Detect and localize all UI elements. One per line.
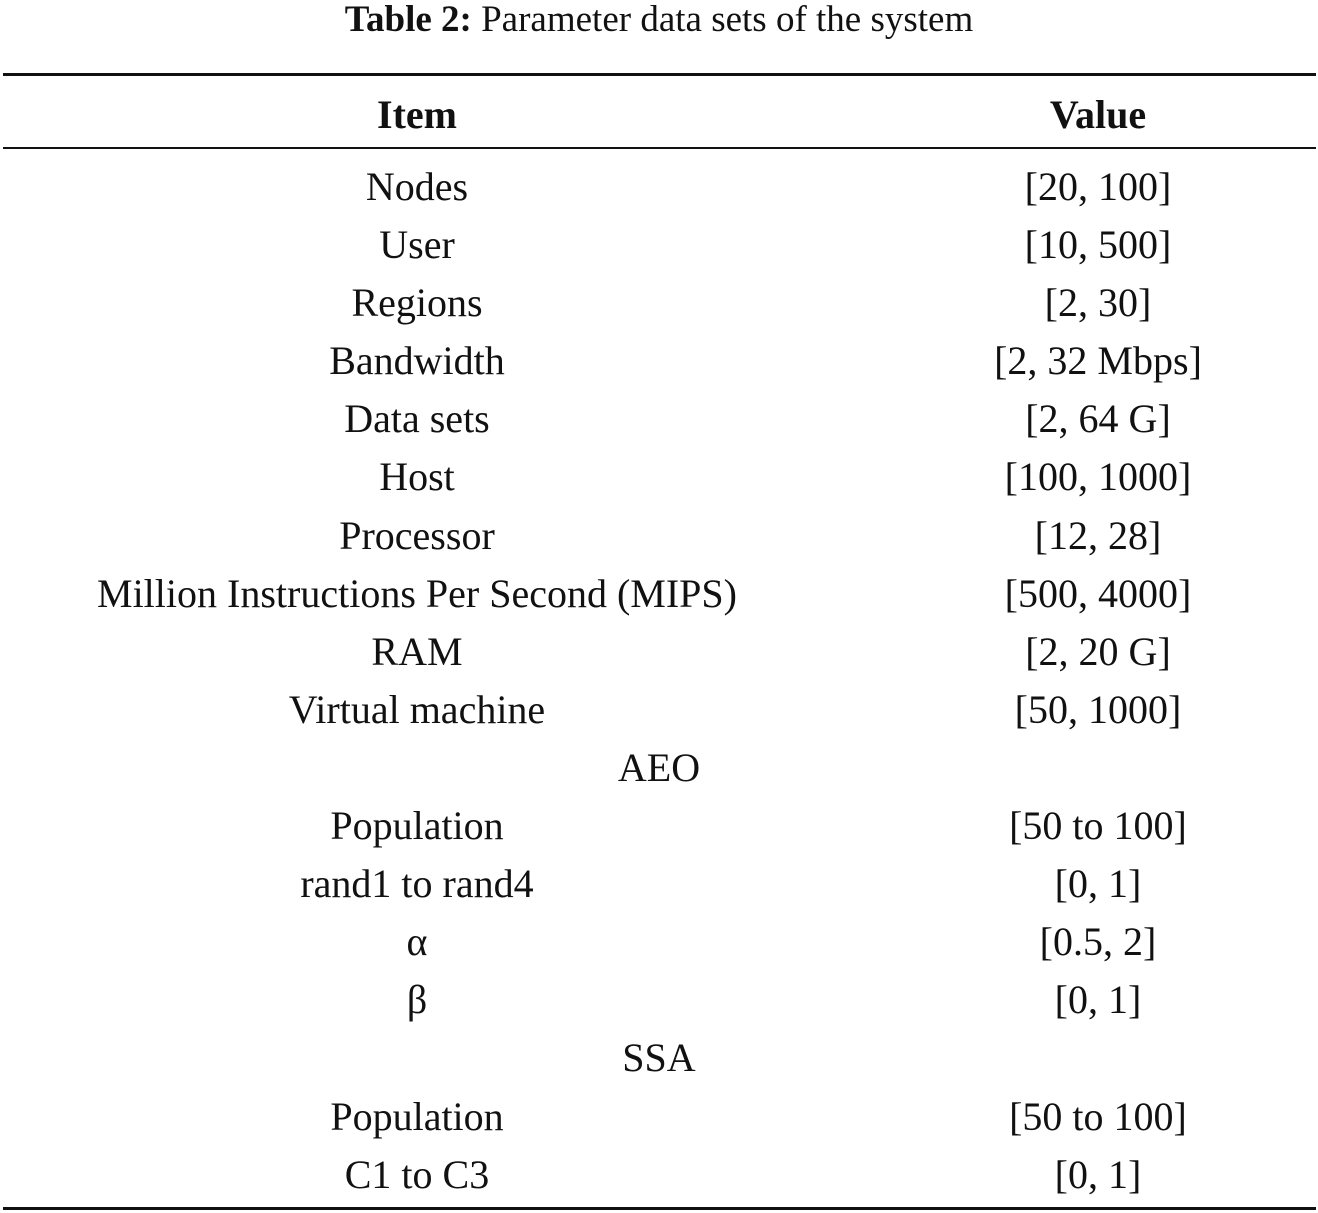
value-cell: [50, 1000] bbox=[1014, 686, 1182, 732]
table-row bbox=[0, 913, 1318, 971]
section-label: AEO bbox=[617, 744, 701, 790]
table-body bbox=[0, 158, 1318, 1204]
table-row bbox=[0, 216, 1318, 274]
table-caption-text: Parameter data sets of the system bbox=[481, 0, 974, 40]
table-row bbox=[0, 390, 1318, 448]
table-caption bbox=[0, 0, 1318, 40]
table-row bbox=[0, 507, 1318, 565]
value-cell: [2, 20 G] bbox=[1025, 628, 1171, 674]
value-cell: [0, 1] bbox=[1054, 1151, 1142, 1197]
section-label: SSA bbox=[622, 1035, 696, 1081]
item-cell: RAM bbox=[371, 628, 463, 674]
table-top-rule bbox=[3, 73, 1316, 76]
item-cell: Million Instructions Per Second (MIPS) bbox=[97, 570, 737, 616]
item-cell: Data sets bbox=[344, 396, 490, 442]
item-cell: Regions bbox=[351, 280, 483, 326]
table-header bbox=[0, 88, 1318, 142]
value-cell: [50 to 100] bbox=[1009, 803, 1187, 849]
column-header-item: Item bbox=[377, 92, 457, 137]
value-cell: [100, 1000] bbox=[1004, 454, 1192, 500]
item-cell: Population bbox=[330, 1093, 504, 1139]
item-cell: Host bbox=[379, 454, 455, 500]
value-cell: [0, 1] bbox=[1054, 977, 1142, 1023]
item-cell: C1 to C3 bbox=[344, 1151, 490, 1197]
item-cell: Virtual machine bbox=[288, 686, 546, 732]
value-cell: [50 to 100] bbox=[1009, 1093, 1187, 1139]
table-caption-label: Table 2: bbox=[344, 0, 472, 40]
item-cell: β bbox=[406, 977, 428, 1023]
table-row bbox=[0, 797, 1318, 855]
value-cell: [2, 64 G] bbox=[1025, 396, 1171, 442]
value-cell: [0, 1] bbox=[1054, 861, 1142, 907]
value-cell: [20, 100] bbox=[1024, 164, 1172, 209]
table-row bbox=[0, 855, 1318, 913]
value-cell: [500, 4000] bbox=[1004, 570, 1192, 616]
table-row bbox=[0, 1146, 1318, 1204]
item-cell: Population bbox=[330, 803, 504, 849]
item-cell: Nodes bbox=[365, 164, 469, 209]
value-cell: [12, 28] bbox=[1034, 512, 1162, 558]
item-cell: Processor bbox=[339, 512, 495, 558]
value-cell: [10, 500] bbox=[1024, 222, 1172, 268]
value-cell: [2, 32 Mbps] bbox=[994, 338, 1202, 384]
table-row bbox=[0, 681, 1318, 739]
table-section-row bbox=[0, 739, 1318, 797]
table-section-row bbox=[0, 1029, 1318, 1087]
table-row bbox=[0, 332, 1318, 390]
item-cell: rand1 to rand4 bbox=[300, 861, 534, 907]
table-header-rule bbox=[3, 147, 1316, 149]
table-bottom-rule bbox=[3, 1207, 1316, 1210]
value-cell: [0.5, 2] bbox=[1039, 919, 1157, 965]
table-row bbox=[0, 274, 1318, 332]
item-cell: α bbox=[406, 919, 428, 965]
item-cell: User bbox=[379, 222, 455, 268]
table-row bbox=[0, 158, 1318, 216]
value-cell: [2, 30] bbox=[1044, 280, 1152, 326]
column-header-value: Value bbox=[1049, 92, 1147, 137]
table-row bbox=[0, 971, 1318, 1029]
table-row bbox=[0, 565, 1318, 623]
table-row bbox=[0, 623, 1318, 681]
table-row bbox=[0, 1088, 1318, 1146]
table-row bbox=[0, 448, 1318, 506]
item-cell: Bandwidth bbox=[329, 338, 505, 384]
